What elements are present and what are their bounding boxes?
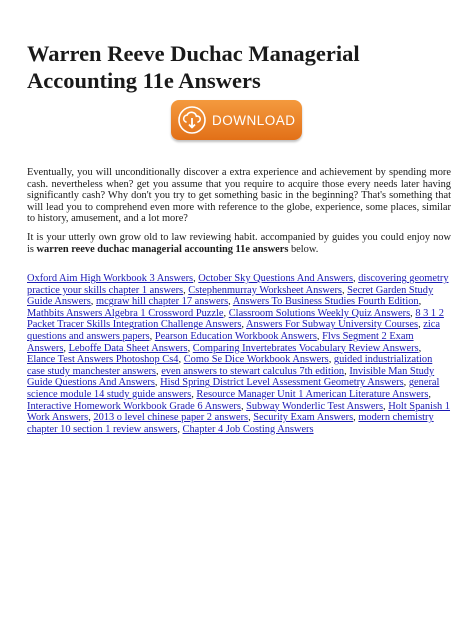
related-link[interactable]: Hisd Spring District Level Assessment Geometry Answers [160,377,404,389]
book-title-bold: warren reeve duchac managerial accounting 11e answers [36,243,289,255]
related-link[interactable]: 8 3 1 2 Packet Tracer Skills Integration Challenge Answers [27,307,444,331]
related-link[interactable]: Cstephenmurray Worksheet Answers [188,284,342,296]
link-separator: , [344,365,350,377]
link-separator: , [328,354,334,366]
related-link[interactable]: Leboffe Data Sheet Answers [68,342,188,354]
link-separator: , [178,354,184,366]
link-separator: , [240,400,247,412]
second-paragraph [27,232,451,255]
page-title: Warren Reeve Duchac Managerial Accounting 11e Answers [27,41,360,93]
related-link[interactable]: general science module 14 study guide answers [27,377,440,400]
related-link[interactable]: Answers To Business Studies Fourth Edition [232,296,419,308]
intro-paragraph: Eventually, you will unconditionally discover a extra experience and achievement by spending more cash. nevertheless when? get you assume that you require to acquire those every needs later having significantly cash? Why don't you try to get something basic in the beginning? That's something that will lead you to comprehend even more with reference to the globe, experience, some places, similar to history, amusement, and a lot more? [27,167,451,225]
link-separator: , [403,377,409,389]
related-link[interactable]: Elance Test Answers Photoshop Cs4 [27,354,179,366]
related-link[interactable]: Classroom Solutions Weekly Quiz Answers [228,307,411,319]
second-paragraph-start: It is your utterly own grow old to law reviewing habit. accompanied by guides you could enjoy now is [27,232,451,255]
link-separator: , [183,284,189,296]
link-separator: , [177,423,183,435]
link-separator: , [353,412,359,424]
related-link[interactable]: Flvs Segment 2 Exam Answers [27,330,414,354]
related-link[interactable]: guided industrialization case study manchester answers [27,354,433,377]
related-link[interactable]: 2013 o level chinese paper 2 answers [93,412,249,424]
related-link[interactable]: Mathbits Answers Algebra 1 Crossword Puzzle [27,307,224,319]
cloud-download-icon [178,106,206,134]
related-link[interactable]: Pearson Education Workbook Answers [154,330,317,342]
link-separator: , [63,342,69,354]
link-separator: , [154,377,161,389]
related-links-list [27,273,451,435]
link-separator: , [223,307,229,319]
link-separator: , [428,388,431,400]
related-link[interactable]: Como Se Dice Workbook Answers [183,354,329,366]
link-separator: , [193,273,199,284]
link-separator: , [316,330,323,342]
link-separator: , [418,319,424,331]
related-link[interactable]: zica questions and answers papers [27,319,440,342]
download-button-label: DOWNLOAD [212,112,296,128]
related-link[interactable]: modern chemistry chapter 10 section 1 review answers [27,412,434,435]
download-button[interactable] [171,100,302,140]
link-separator: , [149,330,155,342]
link-separator: , [88,412,94,424]
related-link[interactable]: even answers to stewart calculus 7th edition [161,365,345,377]
related-link[interactable]: Subway Wonderlic Test Answers [246,400,384,412]
related-link[interactable]: Resource Manager Unit 1 American Literature Answers [196,388,429,400]
link-separator: , [90,296,96,308]
link-separator: , [191,388,197,400]
link-separator: , [410,307,416,319]
link-separator: , [155,365,162,377]
related-link[interactable]: Chapter 4 Job Costing Answers [182,423,314,435]
related-link[interactable]: Secret Garden Study Guide Answers [27,284,434,308]
related-link[interactable]: October Sky Questions And Answers [198,273,353,284]
link-separator: , [187,342,193,354]
related-link[interactable]: Comparing Invertebrates Vocabulary Review Answers [192,342,419,354]
related-link[interactable]: discovering geometry practice your skills chapter 1 answers [27,273,449,296]
link-separator: , [418,296,422,308]
link-separator: , [341,284,348,296]
related-link[interactable]: Security Exam Answers [253,412,354,424]
link-separator: , [241,319,247,331]
link-separator: , [248,412,254,424]
link-separator: , [228,296,233,308]
related-link[interactable]: Oxford Aim High Workbook 3 Answers [27,273,194,284]
link-separator: , [418,342,422,354]
link-separator: , [353,273,359,284]
related-link[interactable]: Holt Spanish 1 Work Answers [27,400,451,424]
related-link[interactable]: Answers For Subway University Courses [246,319,419,331]
second-paragraph-end: below. [288,243,319,255]
related-link[interactable]: Invisible Man Study Guide Questions And Answers [27,365,435,389]
related-link[interactable]: mcgraw hill chapter 17 answers [95,296,229,308]
related-link[interactable]: Interactive Homework Workbook Grade 6 Answers [27,400,241,412]
link-separator: , [383,400,389,412]
